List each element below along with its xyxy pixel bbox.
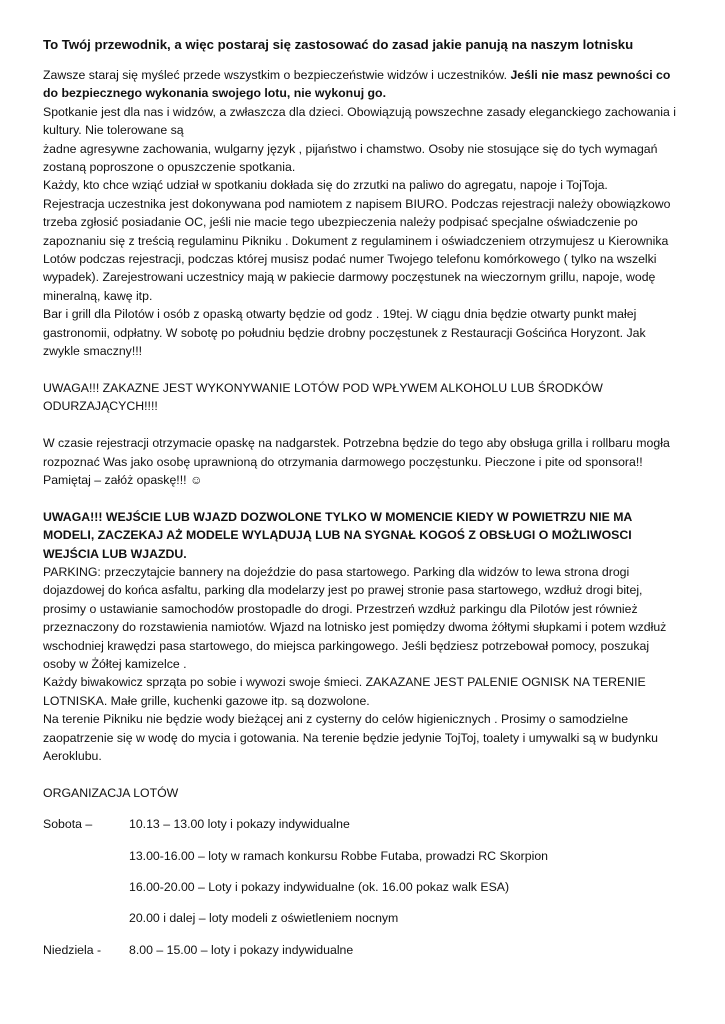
spacer xyxy=(43,361,683,379)
parking-paragraph: PARKING: przeczytajcie bannery na dojeździe do pasa startowego. Parking dla widzów to lewa strona drogi dojazdowej do końca asfaltu, parking dla modelarzy jest po prawej stronie pasa startowego, wzdłuż drogi bitej, prosimy o ustawianie samochodów prostopadle do drogi. Przestrzeń wzdłuż parkingu dla Pilotów jest również przeznaczony do rozstawienia namiotów. Wjazd na lotnisko jest pomiędzy dwoma żółtymi słupkami i potem wzdłuż wschodniej krawędzi pasa startowego, do miejsca parkingowego. Jeśli będziesz potrzebował pomocy, poszukaj osoby w Żółtej kamizelce . xyxy=(43,564,667,671)
schedule-entry: 8.00 – 15.00 – loty i pokazy indywidualne xyxy=(129,942,354,957)
spacer xyxy=(43,416,683,434)
schedule-row xyxy=(43,878,683,896)
wristband-paragraph: W czasie rejestracji otrzymacie opaskę na nadgarstek. Potrzebna będzie do tego aby obsługa grilla i rollbaru mogła rozpoznać Was jako osobę uprawnioną do otrzymania darmowego poczęstunku. Pieczone i pite od sponsora!! Pamiętaj – załóż opaskę!!! ☺ xyxy=(43,436,670,487)
schedule-row xyxy=(43,909,683,927)
schedule-day: Sobota – xyxy=(43,817,93,832)
behavior-paragraph: żadne agresywne zachowania, wulgarny język , pijaństwo i chamstwo. Osoby nie stosujące się do tych wymagań zostaną poproszone o opuszczenie spotkania. xyxy=(43,141,658,175)
schedule-row xyxy=(43,941,683,959)
intro-text: Zawsze staraj się myśleć przede wszystkim o bezpieczeństwie widzów i uczestników. xyxy=(43,68,511,82)
spacer xyxy=(43,765,683,783)
schedule-entry: 10.13 – 13.00 loty i pokazy indywidualne xyxy=(129,817,350,832)
camping-paragraph: Każdy biwakowicz sprząta po sobie i wywozi swoje śmieci. ZAKAZANE JEST PALENIE OGNISK NA TERENIE LOTNISKA. Małe grille, kuchenki gazowe itp. są dozwolone. xyxy=(43,675,646,708)
bar-paragraph: Bar i grill dla Pilotów i osób z opaską otwarty będzie od godz . 19tej. W ciągu dnia będzie otwarty punkt małej gastronomii, odpłatny. W sobotę po południu będzie drobny poczęstunek z Restauracji Gościńca Horyzont. Jak zwykle smaczny!!! xyxy=(43,307,646,359)
schedule-heading: ORGANIZACJA LOTÓW xyxy=(43,785,179,800)
meeting-paragraph: Spotkanie jest dla nas i widzów, a zwłaszcza dla dzieci. Obowiązują powszechne zasady eleganckiego zachowania i kultury. Nie tolerowane są xyxy=(43,104,676,138)
document-page xyxy=(43,36,683,959)
schedule-list xyxy=(43,815,683,959)
intro-paragraph xyxy=(43,66,683,103)
fee-paragraph: Każdy, kto chce wziąć udział w spotkaniu dokłada się do zrzutki na paliwo do agregatu, napoje i TojToja. xyxy=(43,178,608,193)
schedule-entry: 16.00-20.00 – Loty i pokazy indywidualne (ok. 16.00 pokaz walk ESA) xyxy=(129,879,510,894)
entry-warning: UWAGA!!! WEJŚCIE LUB WJAZD DOZWOLONE TYLKO W MOMENCIE KIEDY W POWIETRZU NIE MA MODELI, ZACZEKAJ AŻ MODELE WYLĄDUJĄ LUB NA SYGNAŁ KOGOŚ Z OBSŁUGI O MOŻLIWOSCI WEJŚCIA LUB WJAZDU. xyxy=(43,509,632,561)
alcohol-warning: UWAGA!!! ZAKAZNE JEST WYKONYWANIE LOTÓW POD WPŁYWEM ALKOHOLU LUB ŚRODKÓW ODURZAJĄCYCH!!!! xyxy=(43,380,603,414)
intro-bold-text: Jeśli nie masz pewności co do bezpiecznego wykonania swojego lotu, nie wykonuj go. xyxy=(43,68,671,101)
spacer xyxy=(43,802,683,815)
schedule-row xyxy=(43,815,683,833)
schedule-day: Niedziela - xyxy=(43,942,102,957)
schedule-entry: 20.00 i dalej – loty modeli z oświetleniem nocnym xyxy=(129,911,399,926)
water-paragraph: Na terenie Pikniku nie będzie wody bieżącej ani z cysterny do celów higienicznych . Prosimy o samodzielne zaopatrzenie się w wodę do mycia i gotowania. Na terenie będzie jedynie TojToj, toalety i umywalki są w budynku Aeroklubu. xyxy=(43,712,658,763)
registration-paragraph: Rejestracja uczestnika jest dokonywana pod namiotem z napisem BIURO. Podczas rejestracji należy obowiązkowo trzeba zgłosić posiadanie OC, jeśli nie macie tego ubezpieczenia należy podpisać specjalne oświadczenie po zapoznaniu się z treścią regulaminu Pikniku . Dokument z regulaminem i oświadczeniem otrzymujesz u Kierownika Lotów podczas rejestracji, podczas której musisz podać numer Twojego telefonu komórkowego ( tylko na wszelki wypadek). Zarejestrowani uczestnicy mają w pakiecie darmowy poczęstunek na wieczornym grillu, napoje, wodę mineralną, kawę itp. xyxy=(43,196,671,303)
schedule-row xyxy=(43,847,683,865)
document-title: To Twój przewodnik, a więc postaraj się zastosować do zasad jakie panują na naszym lotnisku xyxy=(43,37,634,52)
schedule-entry: 13.00-16.00 – loty w ramach konkursu Robbe Futaba, prowadzi RC Skorpion xyxy=(129,848,549,863)
spacer xyxy=(43,489,683,507)
